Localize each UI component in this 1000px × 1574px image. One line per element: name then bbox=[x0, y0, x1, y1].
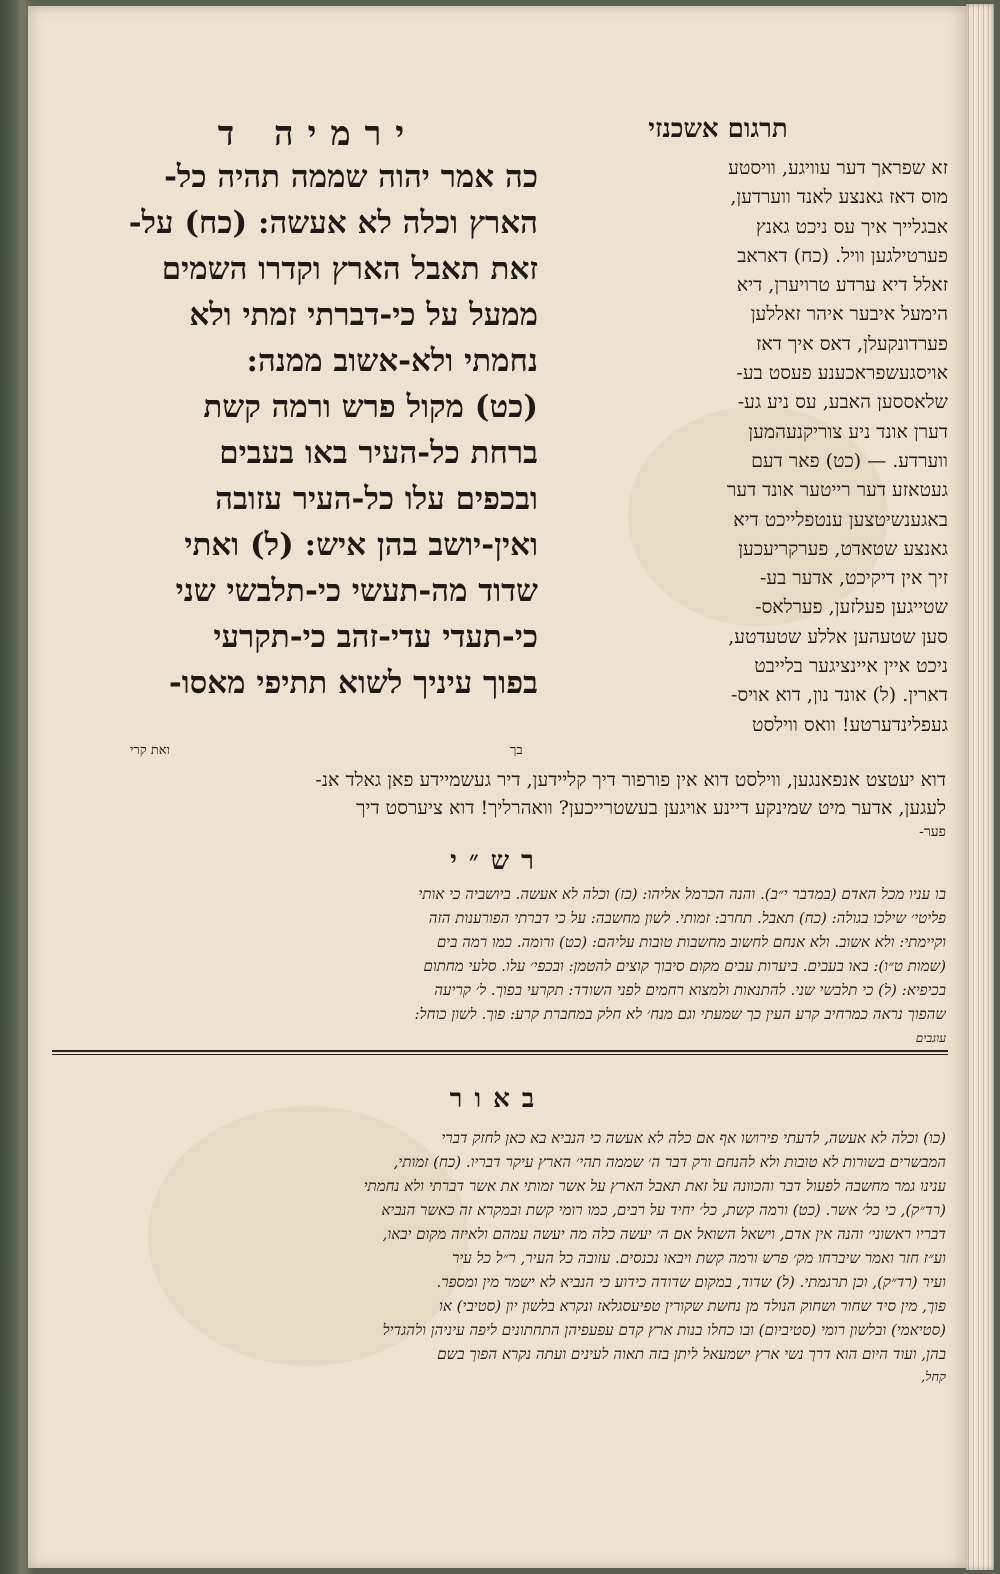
biur-line: קחל, bbox=[921, 1370, 946, 1385]
biur-line: ענינו גמר מחשבה לפעול דבר והכוונה על זאת תאבל הארץ על אשר זמותי את אשר דברתי ולא נחמתי bbox=[363, 1177, 946, 1195]
verse-line: ברחת כל-העיר באו בעבים bbox=[219, 435, 538, 471]
biur-line: (סטיאמי) ובלשון רומי (סטיביום) ובו כחלו בנות ארץ קדם עפעפיהן התחתונים ליפה עיניהן ולהגדיל bbox=[382, 1321, 946, 1339]
targum-line: דארין. (ל) אונד נון, דוא אויס- bbox=[730, 684, 948, 707]
targum-line: אויסגעשפראכענע פעסט בע- bbox=[736, 362, 948, 385]
targum-title: תרגום אשכנזי bbox=[648, 114, 788, 144]
rashi-title: רש״י bbox=[450, 846, 546, 876]
rashi-line: בכיפיא: (ל) כי תלבשי שני. להתנאות ולמצוא רחמים לפני השודד: תקרעי בפוך. ל׳ קריעה bbox=[434, 981, 946, 999]
verse-line: הארץ וכלה לא אעשה: (כח) על- bbox=[128, 205, 538, 241]
targum-column bbox=[540, 154, 948, 740]
rashi-commentary bbox=[56, 882, 946, 1050]
rashi-line: וקיימתי: ולא אשוב. ולא אנחם לחשוב מחשבות טובות עליהם: (כט) ורומה. כמו רמה בים bbox=[436, 933, 946, 951]
section-divider bbox=[52, 1050, 948, 1052]
biur-line: וע״ז חזר ואמר שיברחו מק׳ פרש ורמה קשת ויבאו נכנסים. עזובה כל העיר, ר״ל כל עיר bbox=[452, 1249, 946, 1267]
book-title: ירמיה ד bbox=[217, 114, 419, 154]
targum-full-line: פער- bbox=[919, 824, 946, 840]
targum-full-line: דוא יעטצט אנפאנגען, ווילסט דוא אין פורפור דיך קליידען, דיר געשמיידע פאן גאלד אנ- bbox=[315, 769, 946, 791]
book-page bbox=[28, 6, 968, 1568]
targum-line: פערדונקעלן, דאס איך דאז bbox=[756, 332, 948, 355]
targum-line: דערן אונד ניע צוריקנעהמען bbox=[748, 420, 948, 443]
targum-line: שטייגען פעלזען, פערלאס- bbox=[755, 596, 948, 619]
verse-line: ממעל על כי-דברתי זמתי ולא bbox=[189, 297, 538, 333]
targum-line: פערטילגען וויל. (כח) דאראב bbox=[737, 244, 948, 267]
verse-line: נחמתי ולא-אשוב ממנה: bbox=[246, 343, 538, 379]
biur-title: באור bbox=[449, 1084, 547, 1114]
qere-note-left: ואת קרי bbox=[130, 743, 170, 758]
verse-line: ואין-יושב בהן איש: (ל) ואתי bbox=[184, 527, 538, 563]
biur-line: (כו) וכלה לא אעשה, לדעתי פירושו אף אם כלה לא אעשה כי הנביא בא כאן לחזק דברי bbox=[441, 1129, 946, 1147]
biur-line: פוך, מין סיד שחור ושחוק הנולד מן נחשת שקורין טפיעסגלאז ונקרא בלשון יון (סטיבי) או bbox=[439, 1297, 946, 1315]
verse-line: כה אמר יהוה שממה תהיה כל- bbox=[164, 159, 538, 195]
verse-line: זאת תאבל הארץ וקדרו השמים bbox=[161, 251, 538, 287]
targum-line: אבגלייך איך עס ניכט גאנץ bbox=[755, 215, 948, 238]
targum-line: מוס דאז גאנצע לאנד ווערדען, bbox=[730, 186, 948, 209]
targum-line: ווערדע. — (כט) פאר דעם bbox=[751, 449, 948, 472]
rashi-line: פליטי׳ שילכו בגולה: (כח) תאבל. תחרב: זמותי. לשון מחשבה: על כי דברתי הפורענות הזה bbox=[428, 909, 946, 927]
targum-line: סען שטעהען אללע שטעדטע, bbox=[728, 625, 948, 648]
targum-line: זאלל דיא ערדע טרויערן, דיא bbox=[736, 274, 948, 297]
targum-line: געטאזע דער רייטער אונד דער bbox=[727, 479, 948, 502]
section-divider bbox=[52, 1054, 948, 1055]
targum-line: גאנצע שטאדט, פערקריעכען bbox=[738, 537, 948, 560]
targum-line: באגענשיטצען ענטפלייכט דיא bbox=[733, 508, 948, 531]
qere-note bbox=[40, 742, 538, 758]
verse-line: כי-תעדי עדי-זהב כי-תקרעי bbox=[213, 619, 538, 655]
verse-line: שדוד מה-תעשי כי-תלבשי שני bbox=[175, 573, 538, 609]
targum-line: געפלינדערטע! וואס ווילסט bbox=[751, 713, 948, 736]
rashi-line: בו עניו מכל האדם (במדבר י״ב). והנה הכרמל אליהו: (כז) וכלה לא אעשה. ביושביה כי אותי bbox=[418, 885, 946, 903]
verse-line: בפוך עיניך לשוא תתיפי מאסו- bbox=[168, 665, 538, 701]
verse-line: (כט) מקול פרש ורמה קשת bbox=[203, 389, 538, 425]
targum-full-line: לעגען, אדער מיט שמינקע דיינע אויגען בעשטרייכען? וואהרליך! דוא ציערסט דיך bbox=[356, 797, 946, 819]
biur-line: (רד״ק), כי כל׳ אשר. (כט) ורמה קשת, כל׳ יחיד על רבים, כמו רומי קשת ובמקרא זה כאשר הנביא bbox=[381, 1201, 946, 1219]
verse-line: ובכפים עלו כל-העיר עזובה bbox=[215, 481, 538, 517]
biur-line: דבריו ראשוני׳ והנה אין אדם, וישאל השואל אם ה׳ יעשה כלה מה יעשה עמהם ולאיזה מקום יבאו, bbox=[382, 1225, 946, 1243]
rashi-line: עוגבים bbox=[915, 1031, 946, 1045]
biblical-text bbox=[40, 154, 538, 706]
biur-commentary bbox=[56, 1126, 946, 1390]
targum-line: זיך אין דיקיכט, אדער בע- bbox=[759, 567, 948, 590]
targum-line: שלאססען האבע, עס ניע גע- bbox=[737, 391, 948, 414]
biur-line: בהן, ועוד היום הוא דרך נשי ארץ ישמעאל ליתן בזה תאוה לעינים ועתה נקרא הפוך בשם bbox=[437, 1345, 946, 1363]
page-edges bbox=[966, 4, 994, 1570]
targum-line: ניכט איין איינציגער בלייבט bbox=[754, 655, 948, 678]
biur-line: ועיר (רד״ק), וכן תרגמתי. (ל) שדוד, במקום שדודה כידוע כי הנביא לא ישמר מין ומספר. bbox=[436, 1273, 946, 1291]
rashi-line: שהפוך נראה כמרחיב קרע העין כך שמעתי וגם מנח׳ לא חלק במחברת קרע: פוך. לשון כוחל: bbox=[414, 1005, 946, 1023]
targum-line: הימעל איבער איהר זאללען bbox=[750, 303, 948, 326]
rashi-line: (שמות ט״ו): באו בעבים. ביערות עבים מקום סיבוך קוצים להטמן: ובכפי׳ עלו. סלעי מחתום bbox=[423, 957, 946, 975]
qere-note-right: בך bbox=[510, 743, 523, 758]
biur-line: המבשרים בשורות לא טובות ולא להנחם ורק דבר ה׳ שממה תהי׳ הארץ עיקר דבריו. (כח) זמותי, bbox=[393, 1153, 946, 1171]
targum-line: זא שפראך דער עוויגע, וויסטע bbox=[728, 157, 948, 179]
